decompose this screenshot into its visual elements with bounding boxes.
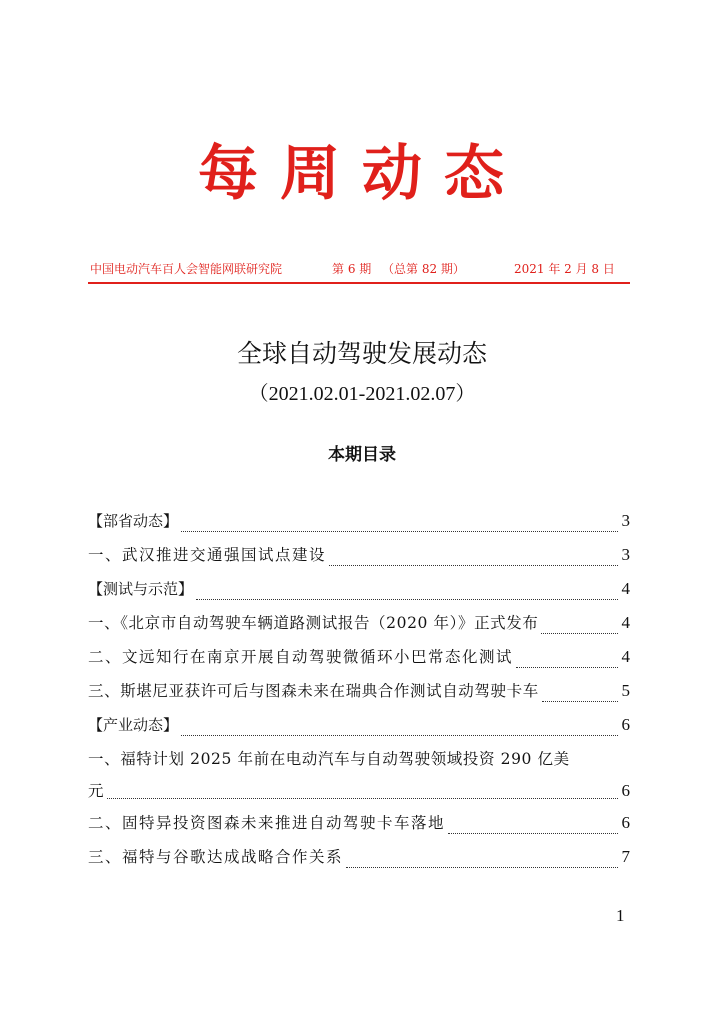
toc-entry-text: 二、固特异投资图森未来推进自动驾驶卡车落地 [88,814,446,832]
toc-heading: 本期目录 [328,445,396,465]
toc-leader-dots [181,531,617,532]
toc-leader-dots [542,701,618,702]
toc-leader-dots [107,798,617,799]
toc-leader-dots [541,633,617,634]
toc-section-testing[interactable] [88,575,630,609]
toc-entry-text: 一、福特计划 2025 年前在电动汽车与自动驾驶领域投资 290 亿美 [88,750,570,768]
document-date-range: （2021.02.01-2021.02.07） [248,383,476,405]
toc-entry-text: 一、《北京市自动驾驶车辆道路测试报告（2020 年）》正式发布 [88,614,539,632]
toc-entry-page: 7 [621,847,630,866]
toc-entry-page: 4 [621,613,630,632]
toc-entry-text: 三、福特与谷歌达成战略合作关系 [88,848,344,866]
toc-entry-text: 【测试与示范】 [88,580,194,598]
toc-entry-page: 3 [621,511,630,530]
toc-item-ford-investment[interactable] [88,745,630,809]
toc-entry-text: 【部省动态】 [88,512,179,530]
issue-total-number: （总第 82 期） [382,262,465,276]
toc-entry-text-continued: 元 [88,782,105,800]
toc-leader-dots [329,565,617,566]
header-divider [88,282,630,284]
toc-leader-dots [181,735,617,736]
toc-item-weride-nanjing[interactable] [88,643,630,677]
toc-entry-page: 6 [621,715,630,734]
toc-item-goodyear-tusimple[interactable] [88,809,630,843]
document-title: 全球自动驾驶发展动态 [236,339,487,368]
masthead-title: 每周动态 [198,139,526,209]
toc-entry-text: 【产业动态】 [88,716,179,734]
toc-leader-dots [346,867,617,868]
toc-entry-page: 4 [621,647,630,666]
toc-entry-page: 6 [621,781,630,800]
toc-leader-dots [448,833,617,834]
toc-section-provincial[interactable] [88,507,630,541]
toc-item-beijing-report[interactable] [88,609,630,643]
toc-leader-dots [196,599,617,600]
toc-section-industry[interactable] [88,711,630,745]
toc-leader-dots [516,667,617,668]
toc-entry-text: 三、斯堪尼亚获许可后与图森未来在瑞典合作测试自动驾驶卡车 [88,682,539,700]
toc-item-ford-google[interactable] [88,843,630,877]
toc-entry-page: 5 [621,681,630,700]
table-of-contents [88,507,630,877]
toc-item-scania-tusimple[interactable] [88,677,630,711]
toc-entry-page: 3 [621,545,630,564]
toc-entry-page: 4 [621,579,630,598]
toc-entry-page: 6 [621,813,630,832]
page-number: 1 [616,906,625,925]
toc-entry-text: 二、文远知行在南京开展自动驾驶微循环小巴常态化测试 [88,648,514,666]
issue-organization: 中国电动汽车百人会智能网联研究院 [90,262,283,276]
toc-item-wuhan[interactable] [88,541,630,575]
issue-date: 2021 年 2 月 8 日 [514,262,615,276]
issue-number: 第 6 期 [332,262,372,276]
toc-entry-text: 一、武汉推进交通强国试点建设 [88,546,327,564]
